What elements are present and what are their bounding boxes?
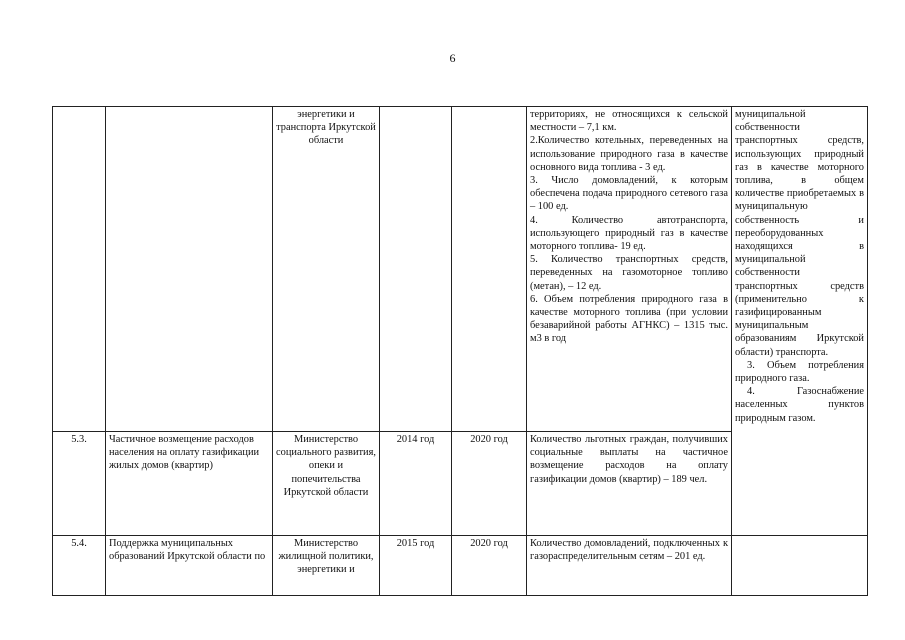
goal-text: муниципальной собственности транспортных средств, использующих природный газ в качестве моторного топлива, в общем количестве приобретаемых в муниципальную собственность и переоборудованных находящихся в муниципальной собственности транспортных средств (применительно к газифицированным муниципальным образованиям Иркутской области) транспорта. — [735, 109, 864, 358]
goal-text: 3. Объем потребления природного газа. — [735, 359, 864, 385]
table-row — [53, 536, 868, 596]
page-number: 6 — [449, 51, 456, 65]
indicator-text: территориях, не относящихся к сельской местности – 7,1 км. — [530, 109, 728, 134]
indicator-text: 5. Количество транспортных средств, переведенных на газомоторное топливо (метан), – 12 ед. — [530, 254, 728, 292]
row-number-cell: 5.3. — [53, 432, 106, 536]
executor-cell: Министерство социального развития, опеки и попечительства Иркутской области — [273, 432, 380, 536]
end-year-cell: 2020 год — [452, 536, 527, 596]
start-year-cell: 2015 год — [380, 536, 452, 596]
start-year-cell: 2014 год — [380, 432, 452, 536]
indicator-text: 2.Количество котельных, переведенных на использование природного газа в качестве основного вида топлива - 3 ед. — [530, 135, 728, 173]
measure-name-cell: Частичное возмещение расходов населения на оплату газификации жилых домов (квартир) — [106, 432, 273, 536]
executor-cell: энергетики и транспорта Иркутской области — [273, 107, 380, 432]
measure-name-cell — [106, 107, 273, 432]
indicators-cell — [527, 536, 732, 596]
indicator-text: 4. Количество автотранспорта, использующего природный газ в качестве моторного топлива- 19 ед. — [530, 214, 728, 253]
indicators-cell — [527, 107, 732, 432]
indicators-cell — [527, 432, 732, 536]
goal-text: 4. Газоснабжение населенных пунктов природным газом. — [735, 386, 864, 424]
indicator-text: 3. Число домовладений, к которым обеспечена подача природного сетевого газа – 100 ед. — [530, 175, 728, 213]
end-year-cell: 2020 год — [452, 432, 527, 536]
indicator-text: Количество льготных граждан, получивших социальные выплаты на частичное возмещение расходов на оплату газификации домов (квартир) – 189 чел. — [530, 434, 728, 485]
indicator-text: 6. Объем потребления природного газа в качестве моторного топлива (при условии безаварийной работы АГНКС) – 1315 тыс. м3 в год — [530, 293, 728, 345]
row-number-cell — [53, 107, 106, 432]
indicator-text: Количество домовладений, подключенных к газораспределительным сетям – 201 ед. — [530, 538, 728, 563]
program-table — [52, 106, 868, 596]
start-year-cell — [380, 107, 452, 432]
measure-name-cell: Поддержка муниципальных образований Иркутской области по — [106, 536, 273, 596]
end-year-cell — [452, 107, 527, 432]
goal-empty-cell — [732, 536, 868, 596]
row-number-cell: 5.4. — [53, 536, 106, 596]
goal-indicators-cell — [732, 107, 868, 536]
executor-cell: Министерство жилищной политики, энергетики и — [273, 536, 380, 596]
table-row — [53, 107, 868, 432]
